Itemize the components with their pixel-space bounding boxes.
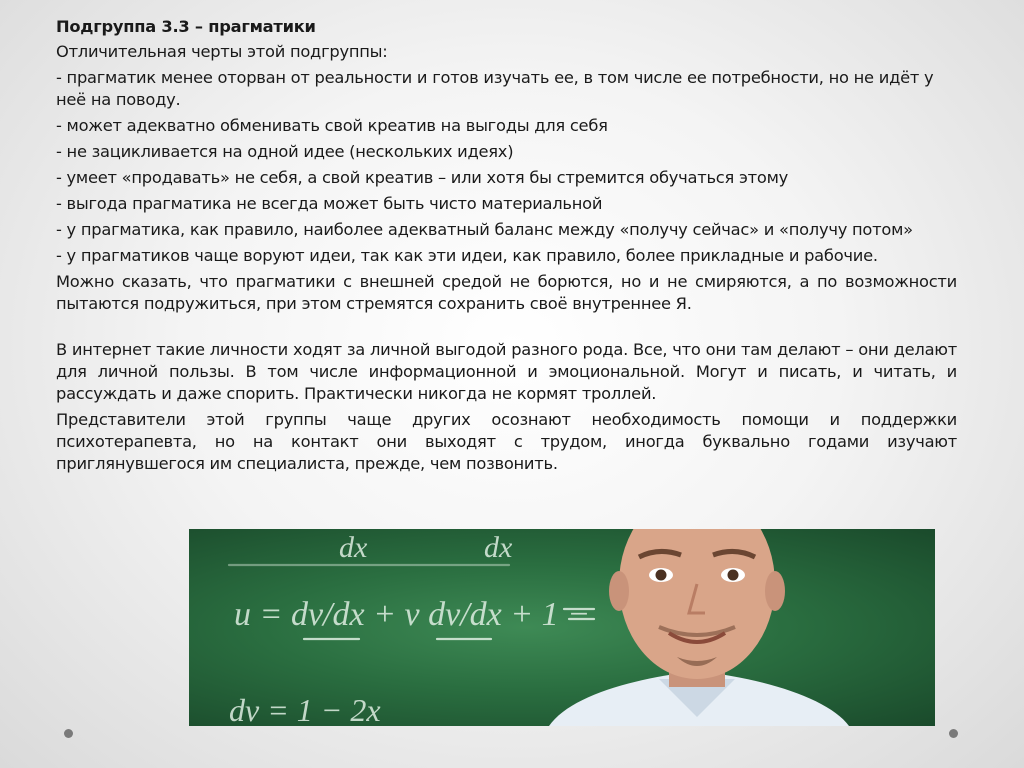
chalk-formula: dv = 1 − 2x (229, 692, 381, 726)
bullet-item: - не зацикливается на одной идее (нескольких идеях) (56, 142, 514, 161)
nav-dot-right (949, 729, 958, 738)
chalk-formula: dx (484, 531, 513, 564)
bullet-item: - может адекватно обменивать свой креатив на выгоды для себя (56, 116, 608, 135)
paragraph: Можно сказать, что прагматики с внешней средой не борются, но и не смиряются, а по возможности пытаются подружиться, при этом стремятся сохранить своё внутреннее Я. (56, 272, 957, 313)
chalkboard-illustration (189, 529, 935, 726)
bullet-item: - выгода прагматика не всегда может быть чисто материальной (56, 194, 603, 213)
intro-line: Отличительная черты этой подгруппы: (56, 42, 388, 61)
bullet-item: - умеет «продавать» не себя, а свой креатив – или хотя бы стремится обучаться этому (56, 168, 789, 187)
chalk-formula: u = dv/dx + v dv/dx + 1 − (234, 596, 591, 633)
chalk-formula: dx (339, 531, 368, 564)
nav-dot-left (64, 729, 73, 738)
spacer (56, 319, 957, 339)
slide-title: Подгруппа 3.3 – прагматики (56, 17, 316, 36)
paragraph: В интернет такие личности ходят за личной выгодой разного рода. Все, что они там делают – они делают для личной пользы. В том числе информационной и эмоциональной. Могут и писать, и читать, и рассуждать и даже спорить. Практически никогда не кормят троллей. (56, 340, 957, 403)
chalkboard-photo (189, 529, 935, 726)
bullet-item: - у прагматика, как правило, наиболее адекватный баланс между «получу сейчас» и «получу потом» (56, 220, 913, 239)
bullet-item: - прагматик менее оторван от реальности и готов изучать ее, в том числе ее потребности, но не идёт у неё на поводу. (56, 68, 934, 109)
slide-text (56, 16, 957, 479)
paragraph: Представители этой группы чаще других осознают необходимость помощи и поддержки психотерапевта, но на контакт они выходят с трудом, иногда буквально годами изучают приглянувшегося им специалиста, прежде, чем позвонить. (56, 410, 957, 473)
bullet-item: - у прагматиков чаще воруют идеи, так как эти идеи, как правило, более прикладные и рабочие. (56, 246, 878, 265)
person-figure (549, 529, 849, 726)
